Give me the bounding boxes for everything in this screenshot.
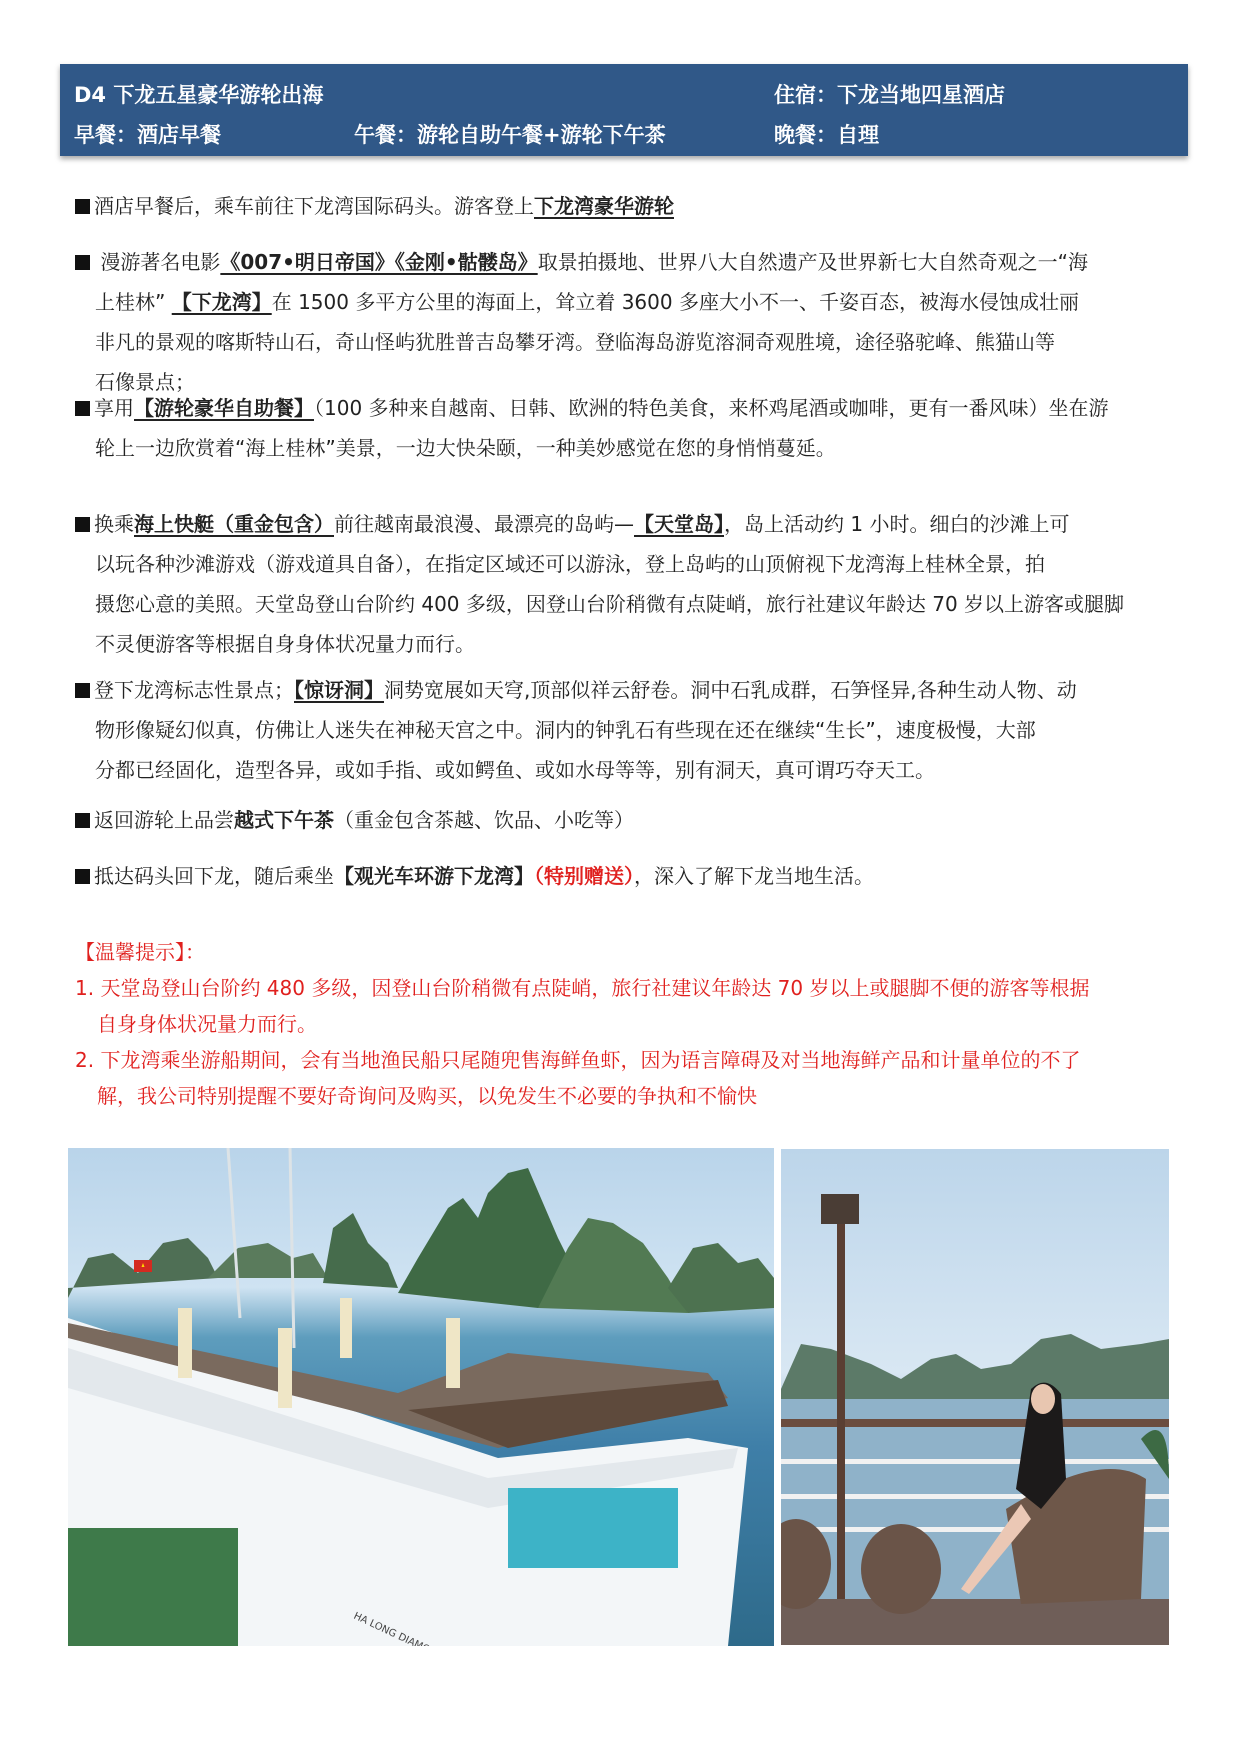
- item-text: （重金包含茶越、饮品、小吃等）: [334, 808, 634, 832]
- bullet-icon: [75, 517, 90, 532]
- cruise-ship-photo: [68, 1148, 774, 1646]
- day-title: D4 下龙五星豪华游轮出海: [74, 83, 324, 107]
- bullet-icon: [75, 813, 90, 828]
- afternoon-tea-highlight: 越式下午茶: [234, 808, 334, 832]
- item-text: 登下龙湾标志性景点；: [94, 678, 294, 702]
- warm-tips: [75, 934, 1175, 1114]
- itinerary-item-3: [75, 388, 1165, 468]
- tip-2-line-1: 2. 下龙湾乘坐游船期间，会有当地渔民船只尾随兜售海鲜鱼虾，因为语言障碍及对当地海鲜产品和计量单位的不了: [75, 1048, 1081, 1072]
- item-text: 在 1500 多平方公里的海面上，耸立着 3600 多座大小不一、千姿百态，被海水侵蚀成壮丽: [271, 290, 1079, 314]
- itinerary-item-1: [75, 186, 1165, 226]
- bullet-icon: [75, 255, 90, 270]
- itinerary-item-2: [75, 242, 1165, 402]
- speedboat-highlight: 海上快艇（重金包含）: [134, 512, 334, 536]
- bullet-icon: [75, 683, 90, 698]
- item-text: 不灵便游客等根据自身身体状况量力而行。: [95, 632, 475, 656]
- deck-lounge-illustration: [781, 1149, 1169, 1645]
- day-header: [60, 64, 1188, 156]
- item-text: 上桂林”: [95, 290, 172, 314]
- lunch: 午餐：游轮自助午餐+游轮下午茶: [354, 123, 666, 147]
- halong-bay-highlight: 【下龙湾】: [171, 290, 272, 314]
- item-text: 取景拍摄地、世界八大自然遗产及世界新七大自然奇观之一“海: [537, 250, 1089, 274]
- item-text: 石像景点；: [95, 370, 195, 394]
- item-text: 轮上一边欣赏着“海上桂林”美景，一边大快朵颐，一种美妙感觉在您的身悄悄蔓延。: [95, 436, 836, 460]
- special-gift-badge: （特别赠送）: [534, 864, 634, 888]
- bullet-icon: [75, 869, 90, 884]
- item-text: 换乘: [94, 512, 134, 536]
- tip-1-line-1: 1. 天堂岛登山台阶约 480 多级，因登山台阶稍微有点陡峭，旅行社建议年龄达 70 岁以上或腿脚不便的游客等根据: [75, 976, 1090, 1000]
- item-text: 洞势宽展如天穹,顶部似祥云舒卷。洞中石乳成群，石笋怪异,各种生动人物、动: [384, 678, 1077, 702]
- item-text: 物形像疑幻似真，仿佛让人迷失在神秘天宫之中。洞内的钟乳石有些现在还在继续“生长”，速度极慢，大部: [95, 718, 1036, 742]
- item-text: 返回游轮上品尝: [94, 808, 234, 832]
- item-text: ，深入了解下龙当地生活。: [634, 864, 874, 888]
- cruise-ship-illustration: [68, 1148, 774, 1646]
- deck-lounge-photo: [781, 1149, 1169, 1645]
- dinner: 晚餐：自理: [774, 123, 879, 147]
- breakfast: 早餐：酒店早餐: [74, 123, 221, 147]
- item-text: 前往越南最浪漫、最漂亮的岛屿—: [334, 512, 634, 536]
- item-text: 以玩各种沙滩游戏（游戏道具自备），在指定区域还可以游泳，登上岛屿的山顶俯视下龙湾海上桂林全景，拍: [95, 552, 1045, 576]
- accommodation: 住宿：下龙当地四星酒店: [774, 83, 1005, 107]
- itinerary-item-7: [75, 856, 1165, 896]
- item-text: 非凡的景观的喀斯特山石，奇山怪屿犹胜普吉岛攀牙湾。登临海岛游览溶洞奇观胜境，途径骆驼峰、熊猫山等: [95, 330, 1055, 354]
- item-text: 抵达码头回下龙，随后乘坐: [94, 864, 334, 888]
- item-text: 摄您心意的美照。天堂岛登山台阶约 400 多级，因登山台阶稍微有点陡峭，旅行社建议年龄达 70 岁以上游客或腿脚: [95, 592, 1125, 616]
- cruise-highlight: 下龙湾豪华游轮: [534, 194, 674, 218]
- buffet-highlight: 【游轮豪华自助餐】: [134, 396, 314, 420]
- bullet-icon: [75, 401, 90, 416]
- cave-highlight: 【惊讶洞】: [294, 678, 384, 702]
- item-text: （100 多种来自越南、日韩、欧洲的特色美食，来杯鸡尾酒或咖啡，更有一番风味）坐在游: [314, 396, 1109, 420]
- bullet-icon: [75, 199, 90, 214]
- itinerary-item-5: [75, 670, 1165, 790]
- item-text: 享用: [94, 396, 134, 420]
- sightseeing-car-highlight: 【观光车环游下龙湾】: [334, 864, 534, 888]
- film-highlight: 《007•明日帝国》《金刚•骷髅岛》: [220, 250, 538, 274]
- tip-2-line-2: 解，我公司特别提醒不要好奇询问及购买，以免发生不必要的争执和不愉快: [97, 1084, 757, 1108]
- item-text: 漫游著名电影: [94, 250, 221, 274]
- item-text: 酒店早餐后，乘车前往下龙湾国际码头。游客登上: [94, 194, 534, 218]
- itinerary-item-4: [75, 504, 1165, 664]
- itinerary-item-6: [75, 800, 1165, 840]
- item-text: 分都已经固化，造型各异，或如手指、或如鳄鱼、或如水母等等，别有洞天，真可谓巧夺天工。: [95, 758, 935, 782]
- item-text: ，岛上活动约 1 小时。细白的沙滩上可: [724, 512, 1070, 536]
- tip-1-line-2: 自身身体状况量力而行。: [97, 1012, 317, 1036]
- tips-title: 【温馨提示】：: [75, 940, 205, 964]
- island-highlight: 【天堂岛】: [634, 512, 724, 536]
